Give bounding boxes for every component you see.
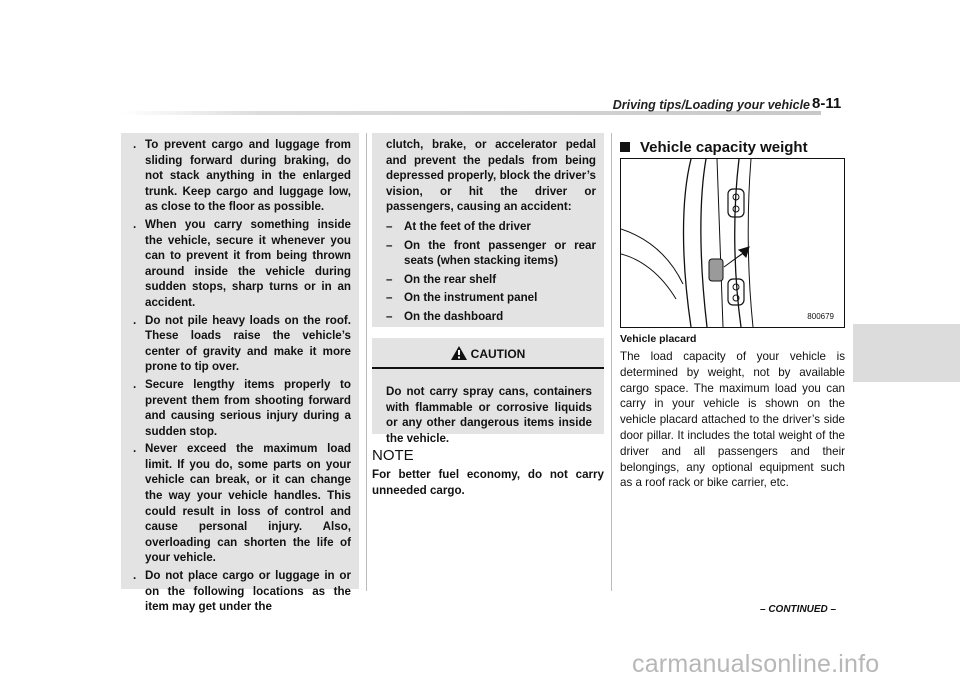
page-number: 8-11 <box>812 95 842 112</box>
figure-caption: Vehicle placard <box>620 333 697 345</box>
note-text: For better fuel economy, do not carry unneeded cargo. <box>372 468 604 497</box>
continued-label: – CONTINUED – <box>760 604 837 615</box>
list-item: . Do not pile heavy loads on the roof. These loads raise the vehicle’s center of gravity and make it more prone to tip over. <box>133 313 351 374</box>
column-divider <box>611 133 612 591</box>
section-heading: Vehicle capacity weight <box>620 139 808 157</box>
warning-continuation-text: clutch, brake, or accelerator pedal and prevent the pedals from being depressed properly, block the driver’s vision, or hit the driver or passengers, causing an accident: <box>386 138 596 214</box>
column-divider <box>366 133 367 591</box>
note-heading: NOTE <box>372 447 414 464</box>
figure-code: 800679 <box>807 312 834 321</box>
list-item: – On the dashboard <box>386 309 504 323</box>
section-square-icon <box>620 142 630 152</box>
body-paragraph: The load capacity of your vehicle is determined by weight, not by available cargo space. The maximum load you can carry in your vehicle is shown on the vehicle placard attached to the driver’s side door pillar. It includes the total weight of the driver and all passengers and their belongings, any optional equipment such as a roof rack or bike carrier, etc. <box>620 350 845 490</box>
watermark-text: carmanualsonline.info <box>632 650 880 678</box>
caution-text: Do not carry spray cans, containers with flammable or corrosive liquids or any other dangerous items inside the vehicle. <box>386 385 592 445</box>
vehicle-placard-figure <box>620 158 845 328</box>
list-item: . To prevent cargo and luggage from sliding forward during braking, do not stack anything in the enlarged trunk. Keep cargo and luggage low, as close to the floor as possible. <box>133 138 351 214</box>
warning-box-continued <box>372 133 604 327</box>
chapter-thumb-tab <box>853 324 960 382</box>
list-item: . Never exceed the maximum load limit. If you do, some parts on your vehicle can break, or it can change the way your vehicle handles. This could result in loss of control and cause personal injury. Also, overloading can shorten the life of your vehicle. <box>133 442 351 565</box>
caution-box <box>372 338 604 445</box>
caution-rule <box>372 367 604 369</box>
door-pillar-illustration <box>621 159 844 327</box>
warning-bullet-list <box>127 137 351 617</box>
warning-box <box>121 133 359 614</box>
list-item: – On the front passenger or rear seats (when stacking items) <box>386 238 596 268</box>
list-item: . Do not place cargo or luggage in or on the following locations as the item may get under the <box>133 569 351 614</box>
list-item: . Secure lengthy items properly to prevent them from shooting forward and causing serious injury during a sudden stop. <box>133 377 351 438</box>
caution-heading: CAUTION <box>372 346 604 361</box>
list-item: . When you carry something inside the vehicle, secure it whenever you can to prevent it from being thrown around inside the vehicle during sudden stops, sharp turns or in an accident. <box>133 217 351 309</box>
warning-triangle-icon <box>451 346 467 360</box>
location-list <box>386 219 596 325</box>
list-item: – On the rear shelf <box>386 272 497 286</box>
list-item: – At the feet of the driver <box>386 219 531 233</box>
list-item: – On the instrument panel <box>386 291 538 305</box>
running-header-title: Driving tips/Loading your vehicle <box>612 98 810 112</box>
